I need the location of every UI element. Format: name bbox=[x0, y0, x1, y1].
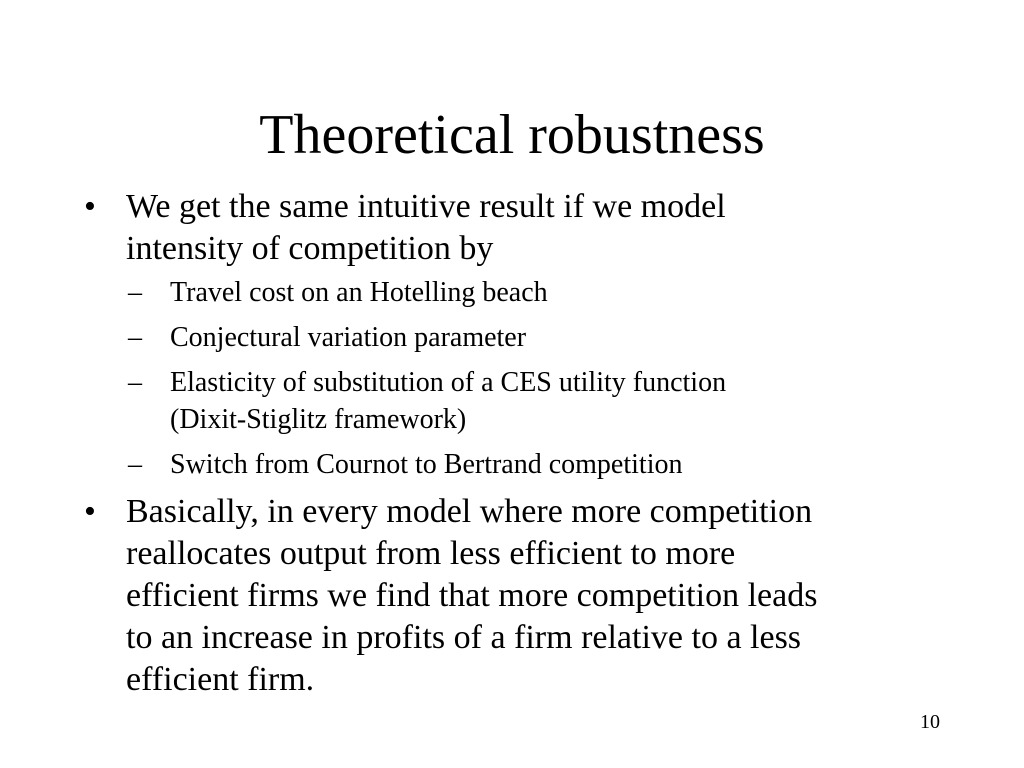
slide-body bbox=[84, 186, 964, 701]
page-number: 10 bbox=[920, 711, 940, 733]
bullet-text-line: efficient firm. bbox=[126, 661, 315, 698]
sub-bullet-text-line: Conjectural variation parameter bbox=[170, 322, 527, 353]
sub-bullet-text-line: Elasticity of substitution of a CES utility function bbox=[170, 367, 727, 398]
bullet-text-line: reallocates output from less efficient to more bbox=[126, 535, 736, 572]
sub-bullet-item-elasticity bbox=[84, 364, 964, 438]
slide-title: Theoretical robustness bbox=[259, 104, 765, 166]
dash-marker: – bbox=[128, 277, 142, 308]
dash-marker: – bbox=[128, 449, 142, 480]
sub-bullet-list bbox=[84, 274, 964, 483]
bullet-text-line: We get the same intuitive result if we model bbox=[126, 188, 726, 225]
sub-bullet-item-cournot-bertrand bbox=[84, 446, 964, 483]
dash-marker: – bbox=[128, 367, 142, 398]
bullet-text-line: to an increase in profits of a firm relative to a less bbox=[126, 619, 802, 656]
bullet-text-line: Basically, in every model where more competition bbox=[126, 493, 813, 530]
sub-bullet-item-conjectural-variation bbox=[84, 319, 964, 356]
sub-bullet-item-travel-cost bbox=[84, 274, 964, 311]
bullet-item-1 bbox=[84, 186, 964, 270]
dash-marker: – bbox=[128, 322, 142, 353]
bullet-item-2 bbox=[84, 491, 964, 701]
sub-bullet-text-line: (Dixit-Stiglitz framework) bbox=[170, 404, 467, 435]
sub-bullet-text-line: Travel cost on an Hotelling beach bbox=[170, 277, 548, 308]
bullet-marker: • bbox=[84, 493, 96, 530]
bullet-text-line: intensity of competition by bbox=[126, 230, 494, 267]
sub-bullet-text-line: Switch from Cournot to Bertrand competition bbox=[170, 449, 683, 480]
bullet-marker: • bbox=[84, 188, 96, 225]
bullet-text-line: efficient firms we find that more competition leads bbox=[126, 577, 818, 614]
